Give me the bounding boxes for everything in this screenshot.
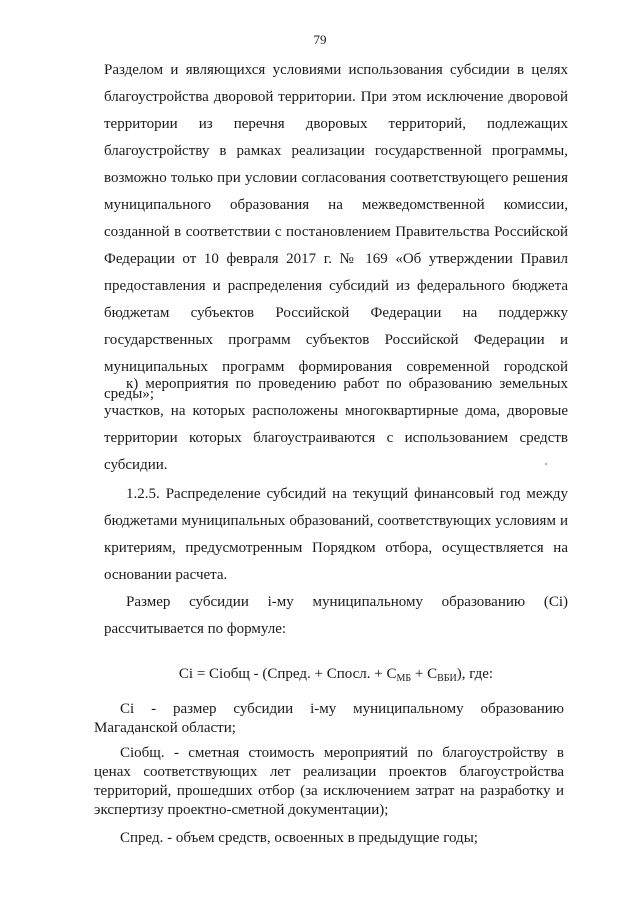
definition-ci xyxy=(94,700,564,738)
formula-plus: + C xyxy=(411,666,438,682)
definition-text: Ciобщ. - сметная стоимость мероприятий по благоустройству в ценах соответствующих лет реализации проектов благоустройства территорий, прошедших отбор (за исключением затрат на разработку и экспертизу проектно-сметной документации); xyxy=(94,745,564,818)
definition-ciobsh xyxy=(94,744,564,820)
definition-text: Ci - размер субсидии i-му муниципальному образованию Магаданской области; xyxy=(94,701,564,736)
paragraph-text: к) мероприятия по проведению работ по образованию земельных участков, на которых расположены многоквартирные дома, дворовые территории которых благоустраиваются с использованием средств субсидии. xyxy=(104,376,568,473)
paragraph-1-2-5 xyxy=(104,481,568,589)
formula-main: Ci = Ciобщ - (Cпред. + Cпосл. + C xyxy=(178,666,397,682)
subsidy-formula xyxy=(104,666,568,683)
definition-text: Cпред. - объем средств, освоенных в предыдущие годы; xyxy=(120,830,478,846)
paragraph-item-k xyxy=(104,371,568,479)
paragraph-partition-exclusion xyxy=(104,57,568,408)
formula-subscript-vbi: ВБИ xyxy=(437,673,457,684)
scan-speck xyxy=(545,463,547,465)
formula-subscript-mb: МБ xyxy=(396,673,412,684)
paragraph-text: 1.2.5. Распределение субсидий на текущий финансовый год между бюджетами муниципальных образований, соответствующих условиям и критериям, предусмотренным Порядком отбора, осуществляется на основании расчета. xyxy=(104,486,568,583)
definition-spred xyxy=(94,829,564,848)
formula-tail: ), где: xyxy=(456,666,494,682)
page-number: 79 xyxy=(313,32,327,47)
paragraph-text: Разделом и являющихся условиями использования субсидии в целях благоустройства дворовой территории. При этом исключение дворовой территории из перечня дворовых территорий, подлежащих благоустройству в рамках реализации государственной программы, возможно только при условии согласования соответствующего решения муниципального образования на межведомственной комиссии, созданной в соответствии с постановлением Правительства Российской Федерации от 10 февраля 2017 г. № 169 «Об утверждении Правил предоставления и распределения субсидий из федерального бюджета бюджетам субъектов Российской Федерации на поддержку государственных программ субъектов Российской Федерации и муниципальных программ формирования современной городской среды»; xyxy=(104,62,568,402)
paragraph-subsidy-size xyxy=(104,589,568,643)
paragraph-text: Размер субсидии i-му муниципальному образованию (Ci) рассчитывается по формуле: xyxy=(104,594,568,637)
